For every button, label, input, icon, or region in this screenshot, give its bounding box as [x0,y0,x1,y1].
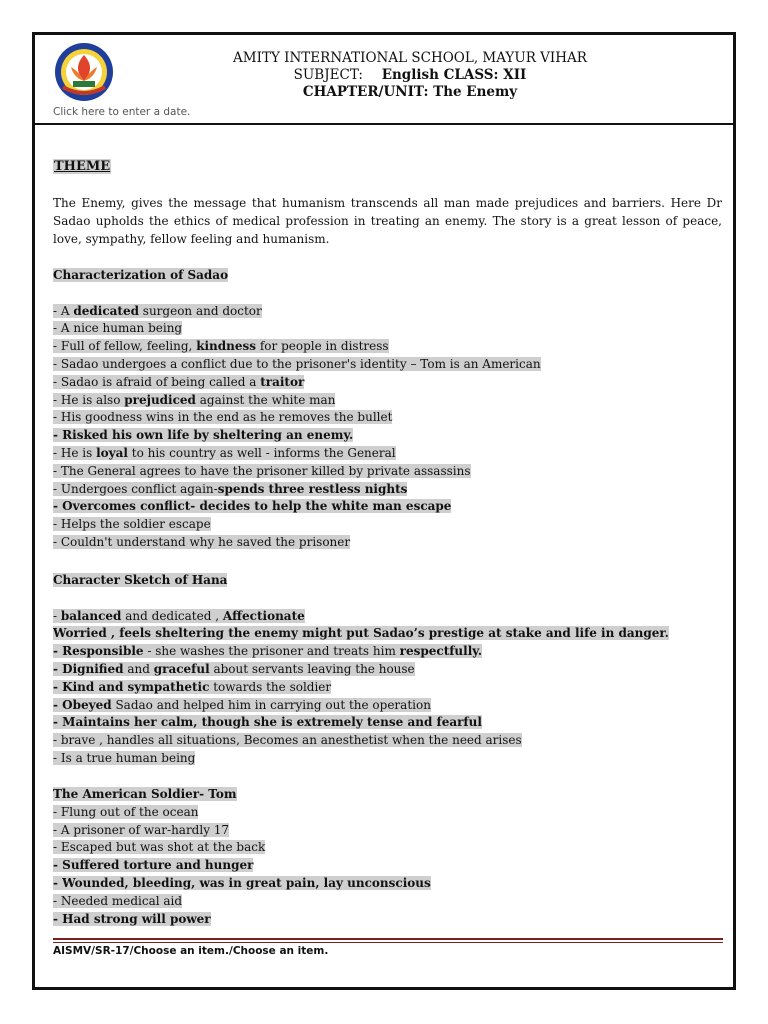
sadao-heading: Characterization of Sadao [53,268,229,282]
highlighted-text [53,751,195,765]
list-item [53,463,725,481]
list-item [53,625,725,643]
chapter-line: CHAPTER/UNIT: The Enemy [302,84,518,100]
bold-text: - Had strong will power [53,911,211,926]
plain-text: to his country as well - informs the General [127,445,396,460]
highlighted-text [53,357,541,371]
plain-text: and [123,661,154,676]
list-item [53,661,725,679]
list-item [53,320,725,338]
footer-text[interactable]: AISMV/SR-17/Choose an item./Choose an item. [53,945,329,957]
bold-text: graceful [153,661,210,676]
subject-label: SUBJECT: [293,67,363,83]
bold-text: - Kind and sympathetic [53,679,210,694]
tom-section [53,786,725,928]
subject-value: English CLASS: XII [381,67,527,83]
plain-text: - brave , handles all situations, Becomes an anesthetist when the need arises [53,733,522,748]
highlighted-text [53,535,350,549]
plain-text: - Full of fellow, feeling, [53,339,197,354]
list-item [53,804,725,822]
bold-text: - Wounded, bleeding, was in great pain, lay unconscious [53,875,431,890]
list-item [53,839,725,857]
list-item [53,714,725,732]
highlighted-text [53,858,253,872]
list-item [53,534,725,552]
theme-paragraph: The Enemy, gives the message that humanism transcends all man made prejudices and barriers. Here Dr Sadao upholds the ethics of medical profession in treating an enemy. The story is a great lesson of peace, love, sympathy, fellow feeling and humanism. [53,196,722,246]
list-item [53,857,725,875]
plain-text: - He is also [53,392,125,407]
bold-text: spends three restless nights [217,481,408,496]
highlighted-text [53,321,182,335]
subject-line [175,67,645,84]
footer-divider-thin [53,942,723,943]
plain-text: - Escaped but was shot at the back [53,840,266,855]
plain-text: - A prisoner of war-hardly 17 [53,822,230,837]
plain-text: - Is a true human being [53,750,196,765]
highlighted-text [53,464,471,478]
list-item [53,427,725,445]
document-frame [32,32,736,990]
list-item [53,392,725,410]
highlighted-text [53,698,431,712]
highlighted-text [53,482,407,496]
sadao-section [53,267,725,552]
list-item [53,516,725,534]
bold-text: Worried , feels sheltering the enemy might put Sadao’s prestige at stake and life in danger. [53,626,669,641]
list-item [53,338,725,356]
list-item [53,893,725,911]
plain-text: - Helps the soldier escape [53,517,211,532]
school-name: AMITY INTERNATIONAL SCHOOL, MAYUR VIHAR [233,50,587,66]
highlighted-text [53,644,482,658]
highlighted-text [53,840,265,854]
plain-text: - she washes the prisoner and treats him [143,644,400,659]
plain-text: - His goodness wins in the end as he removes the bullet [53,410,393,425]
list-item [53,409,725,427]
plain-text: - Sadao is afraid of being called a [53,374,261,389]
bold-text: traitor [260,374,305,389]
highlighted-text [53,805,198,819]
list-item [53,643,725,661]
plain-text: - Sadao undergoes a conflict due to the prisoner's identity – Tom is an American [53,356,541,371]
hana-list [53,608,725,768]
plain-text: - A nice human being [53,321,183,336]
plain-text: surgeon and doctor [138,303,262,318]
list-item [53,445,725,463]
list-item [53,911,725,929]
list-item [53,697,725,715]
highlighted-text [53,876,431,890]
highlighted-text [53,894,182,908]
list-item [53,608,725,626]
plain-text: - Undergoes conflict again- [53,481,218,496]
bold-text: - Responsible [53,644,144,659]
highlighted-text [53,912,211,926]
plain-text: - He is [53,445,97,460]
tom-list [53,804,725,929]
list-item [53,374,725,392]
plain-text: against the white man [195,392,336,407]
plain-text: - Needed medical aid [53,893,183,908]
highlighted-text [53,609,305,623]
hana-section [53,572,725,768]
bold-text: dedicated [73,303,139,318]
highlighted-text [53,339,389,353]
highlighted-text [53,662,415,676]
list-item [53,679,725,697]
list-item [53,356,725,374]
highlighted-text [53,733,522,747]
date-picker-field[interactable]: Click here to enter a date. [53,106,191,118]
plain-text: - The General agrees to have the prisoner killed by private assassins [53,463,471,478]
highlighted-text [53,375,304,389]
highlighted-text [53,304,262,318]
bold-text: balanced [60,608,122,623]
list-item [53,303,725,321]
list-item [53,498,725,516]
highlighted-text [53,715,482,729]
theme-heading: THEME [54,159,111,174]
sadao-list [53,303,725,552]
school-crest-icon [53,41,115,103]
bold-text: - Obeyed [53,697,112,712]
highlighted-text [53,446,396,460]
plain-text: - Flung out of the ocean [53,804,199,819]
plain-text: about servants leaving the house [209,661,415,676]
plain-text: - [53,608,61,623]
footer-divider [53,938,723,940]
bold-text: prejudiced [124,392,196,407]
highlighted-text [53,626,669,640]
plain-text: Sadao and helped him in carrying out the operation [111,697,431,712]
highlighted-text [53,680,331,694]
plain-text: - Couldn't understand why he saved the prisoner [53,534,351,549]
highlighted-text [53,517,211,531]
bold-text: kindness [196,339,257,354]
list-item [53,875,725,893]
bold-text: loyal [96,445,128,460]
bold-text: - Dignified [53,661,124,676]
bold-text: Affectionate [222,608,305,623]
bold-text: - Maintains her calm, though she is extremely tense and fearful [53,715,482,730]
bold-text: respectfully. [399,644,483,659]
plain-text: and dedicated , [121,608,223,623]
list-item [53,750,725,768]
highlighted-text [53,499,451,513]
plain-text: for people in distress [256,339,389,354]
highlighted-text [53,428,353,442]
plain-text: - A [53,303,74,318]
highlighted-text [53,823,229,837]
highlighted-text [53,393,335,407]
bold-text: - Suffered torture and hunger [53,858,254,873]
list-item [53,732,725,750]
bold-text: - Risked his own life by sheltering an enemy. [53,428,354,443]
plain-text: towards the soldier [209,679,332,694]
highlighted-text [53,410,392,424]
hana-heading: Character Sketch of Hana [53,573,228,587]
tom-heading: The American Soldier- Tom [53,787,237,801]
list-item [53,822,725,840]
list-item [53,481,725,499]
document-header [35,35,733,125]
bold-text: - Overcomes conflict- decides to help the white man escape [53,499,452,514]
